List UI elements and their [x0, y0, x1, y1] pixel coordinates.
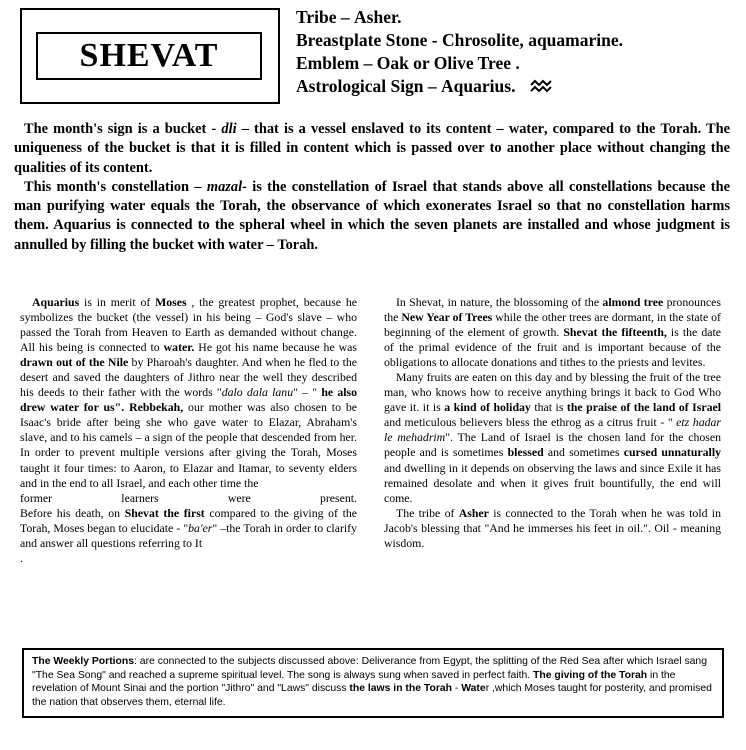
left-column: Aquarius is in merit of Moses , the greatest prophet, because he symbolizes the bucket (the vessel) in his being – God's slave – who passed the Torah from Heaven to Earth as demanded without change. All his being is connected to water. He got his name because he was drawn out of the Nile by Pharoah's daughter. And when he fled to the desert and saved the daughters of Jithro near the well they described his deeds to their father with the words "dalo dala lanu" – " he also drew water for us". Rebbekah, our mother was also chosen to be Isaac's bride after being she who gave water to Elazar, Abraham's slave, and to his camels – a sign of the people that descended from her. In order to prevent multiple versions after giving the Torah, Moses taught it four times: to Aaron, to Elazar and Itamar, to seventy elders and in the end to all Israel, and each other time the former learners were present. Before his death, on Shevat the first compared to the giving of the Torah, Moses began to elucidate - "ba'er" –the Torah in order to clarify and answer all questions referring to It .: [20, 295, 358, 565]
intro-paragraph-1: The month's sign is a bucket - dli – that is a vessel enslaved to its content – water, compared to the Torah. The uniqueness of the bucket is that it is filled in content which is passed over to another place without changing the qualities of its content.: [14, 121, 731, 176]
before-death-text: Before his death, on Shevat the first compared to the giving of the Torah, Moses began to elucidate - "ba'er" –the Torah in order to clarify and answer all questions referring to It: [20, 505, 358, 550]
tribe-line: Tribe – Asher.: [296, 7, 402, 27]
intro-paragraph-2: This month's constellation – mazal- is the constellation of Israel that stands above all constellations because the man purifying water equals the Torah, the observance of which exonerates Israel so that no constellation harms them. Aquarius is connected to the spheral wheel in which the seven planets are installed and whose judgment is annulled by filling the bucket with water – Torah.: [14, 178, 730, 253]
intro-text: [14, 120, 730, 255]
aquarius-icon: [530, 76, 552, 99]
emblem-line: Emblem – Oak or Olive Tree .: [296, 53, 520, 73]
sign-line: Astrological Sign – Aquarius.: [296, 75, 736, 99]
fruits-paragraph: Many fruits are eaten on this day and by blessing the fruit of the tree man, who knows how to receive anything brings it back to God Who gave it. it is a kind of holiday that is the praise of the land of Israel and meticulous believers bless the ethrog as a citrus fruit - " etz hadar le mehadrim". The Land of Israel is the chosen land for the chosen people and is sometimes blessed and sometimes cursed unnaturally and dwelling in it depends on observing the laws and since Exile it has remained desolate and when it gives fruit bountifully, the end will come.: [384, 370, 722, 505]
right-column: [384, 295, 721, 551]
tribe-value: Asher.: [354, 7, 402, 27]
moses-paragraph: Aquarius is in merit of Moses , the greatest prophet, because he symbolizes the bucket (the vessel) in his being – God's slave – who passed the Torah from Heaven to Earth as demanded without change. All his being is connected to water. He got his name because he was drawn out of the Nile by Pharoah's daughter. And when he fled to the desert and saved the daughters of Jithro near the well they described his deeds to their father with the words "dalo dala lanu" – " he also drew water for us". Rebbekah, our mother was also chosen to be Isaac's bride after being she who gave water to Elazar, Abraham's slave, and to his camels – a sign of the people that descended from her. In order to prevent multiple versions after giving the Torah, Moses taught it four times: to Aaron, to Elazar and Itamar, to seventy elders and in the end to all Israel, and each other time the: [20, 295, 358, 490]
title-box: [20, 8, 280, 104]
weekly-portions-heading: The Weekly Portions: [32, 656, 135, 667]
almond-paragraph: In Shevat, in nature, the blossoming of the almond tree pronounces the New Year of Trees while the other trees are dormant, in the state of beginning of the element of growth. Shevat the fifteenth, is the date of the primal evidence of the fruit and is important because of the obligations to allocate donations and tithes to the priests and levites.: [384, 295, 721, 370]
month-facts: [296, 6, 736, 99]
asher-paragraph: The tribe of Asher is connected to the Torah when he was told in Jacob's blessing that "And he immerses his feet in oil.". Oil - meaning wisdom.: [384, 505, 721, 550]
stone-line: Breastplate Stone - Chrosolite, aquamarine.: [296, 30, 623, 50]
weekly-portions-box: The Weekly Portions: are connected to the subjects discussed above: Deliverance from Egypt, the splitting of the Red Sea after which Israel sang "The Sea Song" and reached a supreme spiritual level. The song is always sung when saved in perfect faith. The giving of the Torah in the revelation of Mount Sinai and the portion "Jithro" and "Laws" discuss the laws in the Torah - Water ,which Moses taught for posterity, and promised the nation that observes them, eternal life.: [22, 648, 724, 718]
spread-line: former learners were present.: [20, 490, 357, 505]
page-title: SHEVAT: [36, 32, 262, 80]
